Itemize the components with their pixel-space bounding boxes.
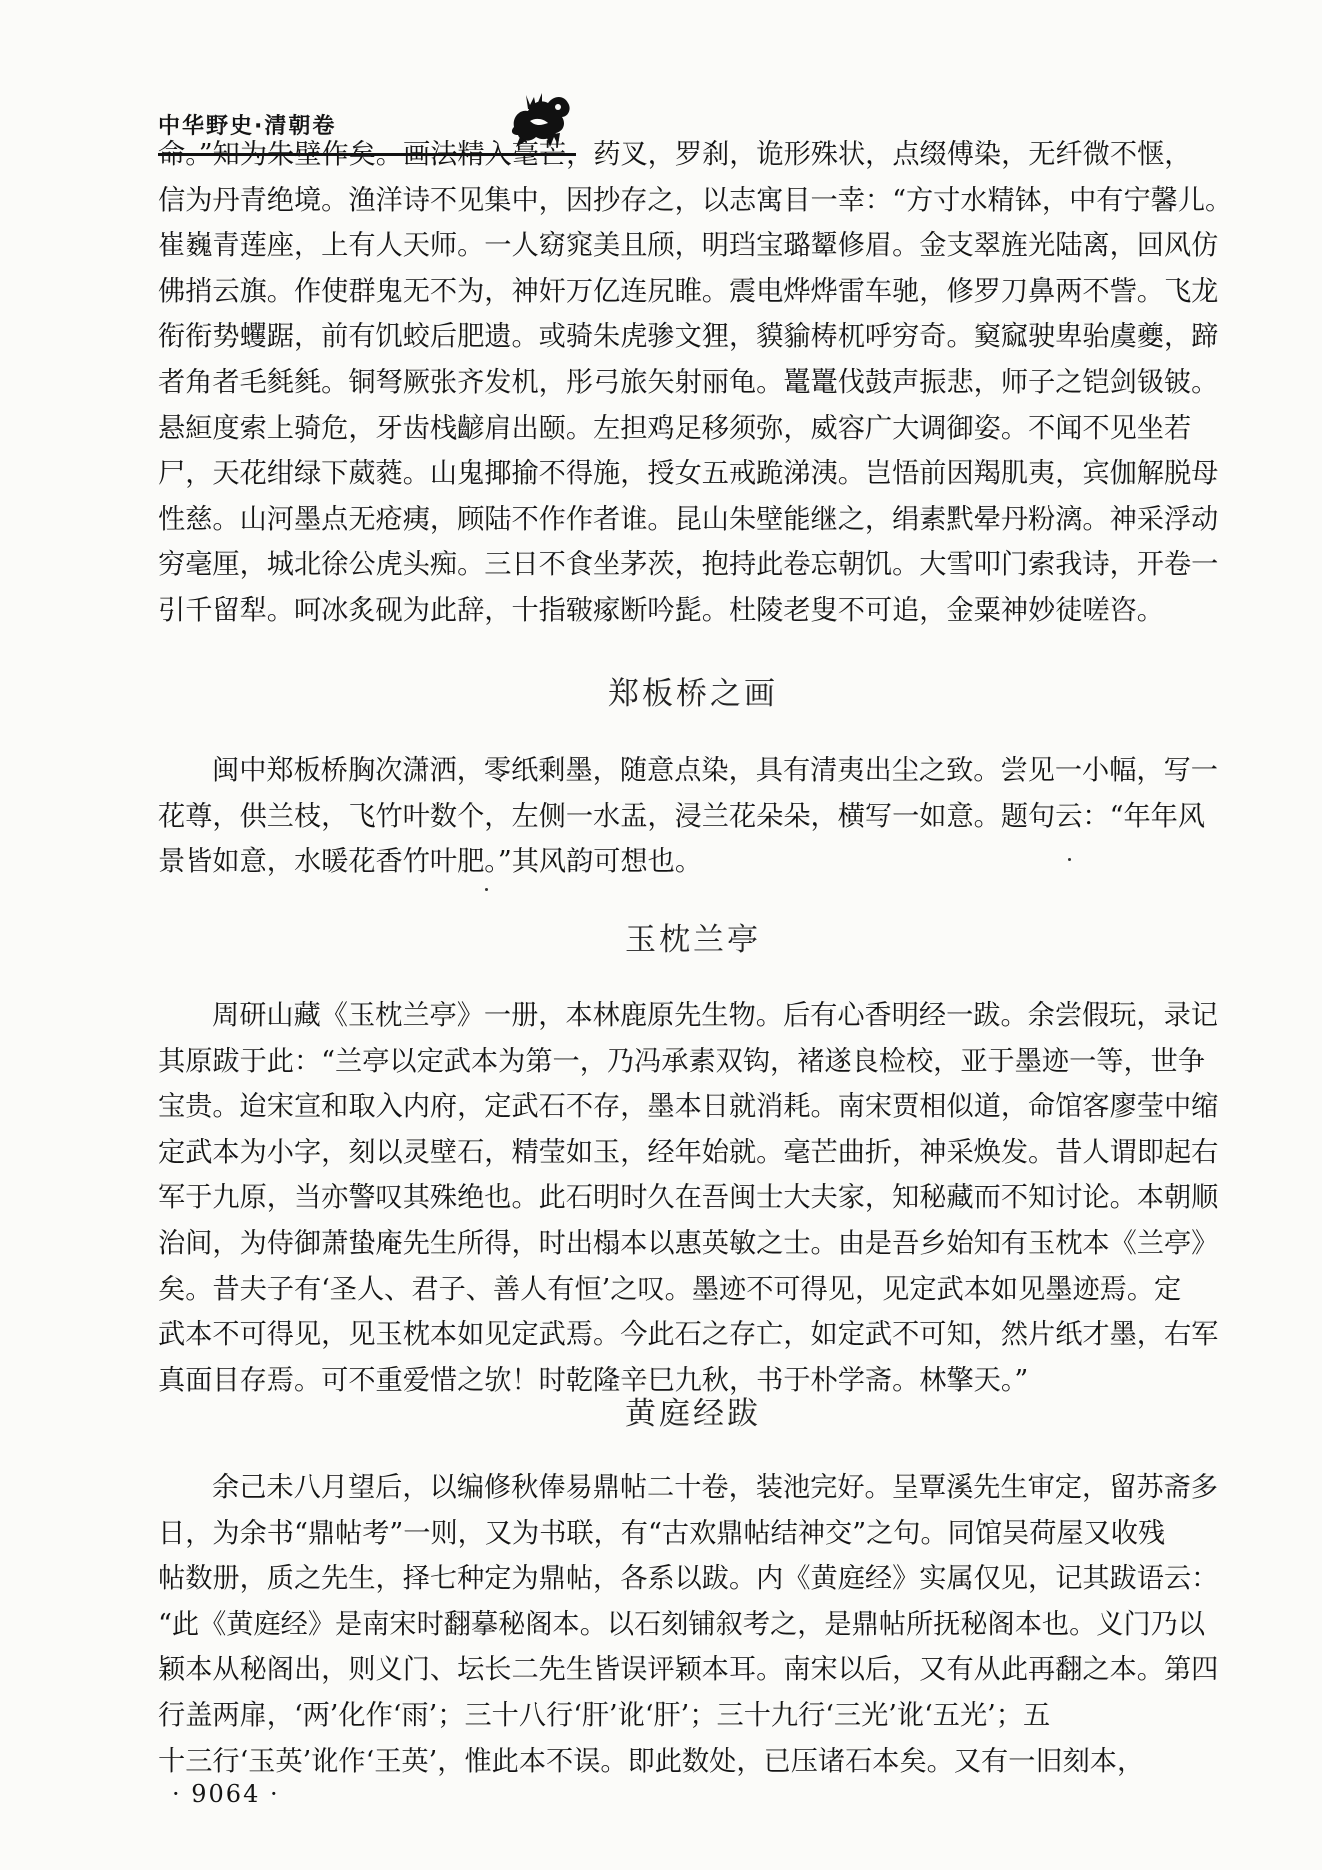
text-line: 十三行‘玉英’讹作‘王英’，惟此本不误。即此数处，已压诸石本矣。又有一旧刻本， [158,1745,1145,1777]
section-body [158,748,1228,885]
text-line: 行盖两扉，‘两’化作‘雨’；三十八行‘肝’讹‘肝’；三十九行‘三光’讹‘五光’；五 [158,1699,1051,1731]
text-line: 佛捎云旗。作使群鬼无不为，神奸万亿连尻睢。震电烨烨雷车驰，修罗刀鼻两不訾。飞龙 [158,275,1219,307]
text-line: 花尊，供兰枝，飞竹叶数个，左侧一水盂，浸兰花朵朵，横写一如意。题句云：“年年风 [158,800,1206,832]
text-line: 闽中郑板桥胸次潇洒，零纸剩墨，随意点染，具有清夷出尘之致。尝见一小幅，写一 [212,755,1218,786]
text-line: 崔巍青莲座，上有人天师。一人窈窕美且颀，明珰宝璐颦修眉。金支翠旌光陆离，回风仿 [158,230,1219,262]
text-line: 日，为余书“鼎帖考”一则，又为书联，有“古欢鼎帖结神交”之句。同馆吴荷屋又收残 [158,1517,1166,1549]
section-body [158,993,1228,1403]
text-line: 尸，天花绀绿下葳蕤。山鬼揶揄不得施，授女五戒跪涕洟。岂悟前因羯肌夷，宾伽解脱母 [158,458,1219,490]
text-line: 引千留犁。呵冰炙砚为此辞，十指皲瘃断吟髭。杜陵老叟不可追，金粟神妙徒嗟咨。 [158,594,1164,626]
text-line: 悬絙度索上骑危，牙齿栈齴肩出颐。左担鸡足移须弥，威容广大调御姿。不闻不见坐若 [158,412,1192,444]
text-line: 军于九原，当亦警叹其殊绝也。此石明时久在吾闽士大夫家，知秘藏而不知讨论。本朝顺 [158,1182,1219,1214]
text-line: 武本不可得见，见玉枕本如见定武焉。今此石之存亡，如定武不可知，然片纸才墨，右军 [158,1319,1219,1351]
scan-speck [485,888,488,891]
text-line: 余己未八月望后，以编修秋俸易鼎帖二十卷，装池完好。呈覃溪先生审定，留苏斋多 [212,1472,1218,1503]
text-line: 宝贵。迨宋宣和取入内府，定武石不存，墨本日就消耗。南宋贾相似道，命馆客廖莹中缩 [158,1091,1219,1123]
section-body [158,1465,1228,1784]
section-heading: 玉枕兰亭 [625,922,761,958]
text-line: 矣。昔夫子有‘圣人、君子、善人有恒’之叹。墨迹不可得见，见定武本如见墨迹焉。定 [158,1273,1182,1305]
scan-speck [1068,858,1071,861]
text-line: 治间，为侍御萧蛰庵先生所得，时出榻本以惠英敏之士。由是吾乡始知有玉枕本《兰亭》 [158,1227,1219,1259]
text-line: 真面目存焉。可不重爱惜之欤！时乾隆辛巳九秋，书于朴学斋。林擎天。” [158,1364,1029,1396]
text-line: 者角者毛毵毵。铜弩厥张齐发机，彤弓旅矢射丽龟。鼍鼍伐鼓声振悲，师子之铠剑钑铍。 [158,366,1219,398]
section-heading: 黄庭经跋 [625,1396,761,1432]
section-continued-text [158,132,1233,634]
text-line: 信为丹青绝境。渔洋诗不见集中，因抄存之，以志寓目一幸：“方寸水精钵，中有宁馨儿。 [158,184,1233,216]
text-line: 命。”知为朱壁作矣。画法精入毫芒，药叉，罗刹，诡形殊状，点缀傅染，无纤微不惬， [158,139,1192,170]
text-line: “此《黄庭经》是南宋时翻摹秘阁本。以石刻铺叙考之，是鼎帖所抚秘阁本也。义门乃以 [158,1608,1206,1640]
text-line: 颖本从秘阁出，则义门、坛长二先生皆误评颖本耳。南宋以后，又有从此再翻之本。第四 [158,1654,1219,1686]
text-line: 穷毫厘，城北徐公虎头痴。三日不食坐茅茨，抱持此卷忘朝饥。大雪叩门索我诗，开卷一 [158,549,1219,581]
text-line: 衔衔势蠼踞，前有饥蛟后肥遗。或骑朱虎骖文狸，貘貐梼杌呼穷奇。窫窳驶卑骀虞夔，蹄 [158,321,1219,353]
text-line: 景皆如意，水暖花香竹叶肥。”其风韵可想也。 [158,846,703,878]
text-line: 定武本为小字，刻以灵壁石，精莹如玉，经年始就。毫芒曲折，神采焕发。昔人谓即起右 [158,1136,1219,1168]
text-line: 性慈。山河墨点无疮痍，顾陆不作作者谁。昆山朱壁能继之，绢素黓晕丹粉漓。神采浮动 [158,503,1219,535]
text-line: 其原跋于此：“兰亭以定武本为第一，乃冯承素双钩，褚遂良检校，亚于墨迹一等，世争 [158,1045,1206,1077]
page-number: · 9064 · [172,1780,280,1808]
section-heading: 郑板桥之画 [608,676,778,712]
book-title: 中华野史·清朝卷 [158,114,337,139]
text-line: 周研山藏《玉枕兰亭》一册，本林鹿原先生物。后有心香明经一跋。余尝假玩，录记 [212,1000,1218,1031]
text-line: 帖数册，质之先生，择七种定为鼎帖，各系以跋。内《黄庭经》实属仅见，记其跋语云： [158,1563,1219,1595]
